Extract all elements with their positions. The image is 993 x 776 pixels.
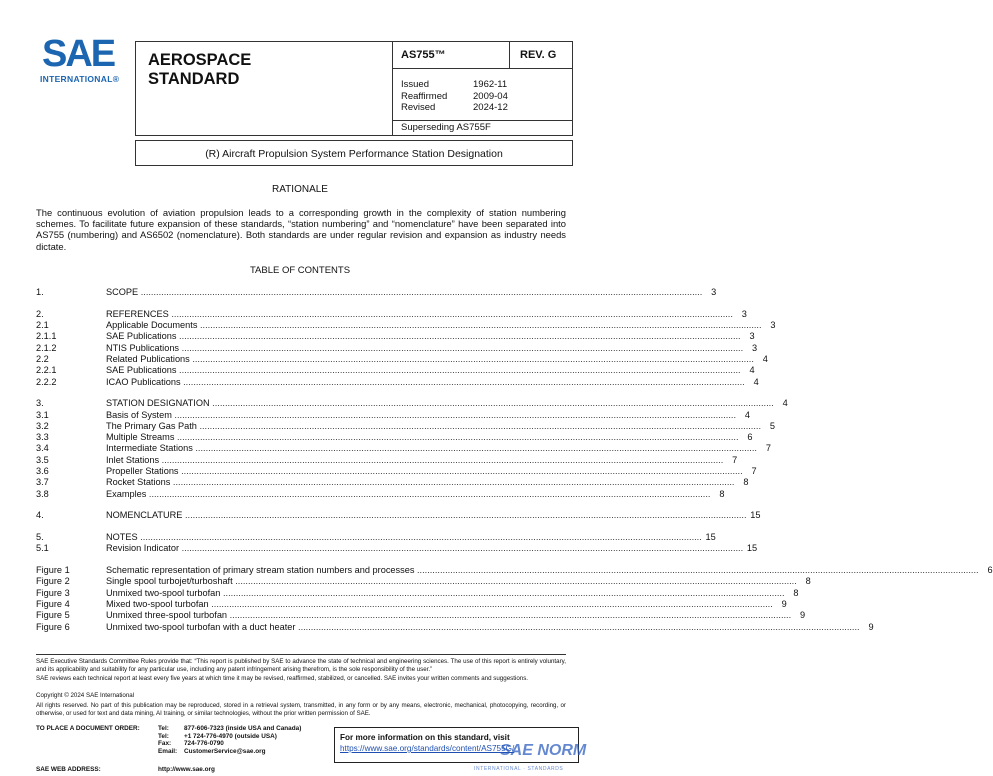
toc-entry-number: 5.1 <box>36 543 49 554</box>
toc-entry[interactable] <box>36 331 755 342</box>
toc-leader-dots: ............................................................................................................................................................................................................................ <box>174 432 739 443</box>
contact-line: Email: CustomerService@sae.org <box>158 747 266 755</box>
toc-entry-number: 2.1.2 <box>36 342 57 353</box>
toc-leader-dots: ............................................................................................................................................................................................................................ <box>168 308 733 319</box>
toc-leader-dots: ............................................................................................................................................................................................................................ <box>176 331 741 342</box>
toc-leader-dots: ............................................................................................................................................................................................................................ <box>197 320 762 330</box>
standard-header <box>135 41 573 136</box>
toc-entry-page: 6 <box>747 432 753 443</box>
toc-entry-page: 6 <box>987 565 993 575</box>
more-info-title: For more information on this standard, visit <box>340 733 510 742</box>
copyright-text: Copyright © 2024 SAE International <box>36 692 135 699</box>
toc-entry-number: 3.3 <box>36 432 49 443</box>
toc-entry-page: 8 <box>805 576 811 587</box>
toc-leader-dots: ............................................................................................................................................................................................................................ <box>176 365 741 376</box>
toc-entry-title: Revision Indicator ............................................................................................................................................................................................................................ <box>106 543 744 554</box>
toc-entry-page: 8 <box>743 477 749 488</box>
toc-entry[interactable] <box>36 320 776 331</box>
toc-entry-page: 8 <box>719 488 725 499</box>
rationale-heading: RATIONALE <box>272 184 328 195</box>
rights-text: All rights reserved. No part of this publication may be reproduced, stored in a retrieval system, transmitted, in any form or by any means, electronic, mechanical, photocopying, recording, or otherwise, or used for text and data mining, AI training, or similar technologies, without the prior written permission of SAE. <box>36 702 566 717</box>
header-title-cell <box>136 42 393 135</box>
toc-entry-title: Mixed two-spool turbofan ............................................................................................................................................................................................................................ <box>106 598 773 609</box>
logo-mark: SAE <box>42 33 115 75</box>
toc-entry-page: 3 <box>711 287 717 297</box>
toc-entry-page: 9 <box>800 610 806 621</box>
web-address-link[interactable]: http://www.sae.org <box>158 766 215 773</box>
toc-leader-dots: ............................................................................................................................................................................................................................ <box>295 621 860 632</box>
toc-entry-title: Unmixed two-spool turbofan with a duct heater ............................................................................................................................................................................................................................ <box>106 621 860 632</box>
toc-leader-dots: ............................................................................................................................................................................................................................ <box>192 443 757 454</box>
toc-leader-dots: ............................................................................................................................................................................................................................ <box>209 398 774 409</box>
toc-entry-page: 3 <box>770 320 776 330</box>
toc-entry-number: 2.1 <box>36 320 49 330</box>
toc-entry-page: 8 <box>793 587 799 598</box>
toc-entry[interactable] <box>36 409 750 421</box>
toc-entry[interactable] <box>36 466 757 477</box>
review-text: SAE reviews each technical report at least every five years at which time it may be revised, reaffirmed, stabilized, or cancelled. SAE invites your written comments and suggestions. <box>36 675 529 682</box>
toc-entry-page: 3 <box>752 342 758 353</box>
toc-entry-number: 1. <box>36 287 44 297</box>
committee-rules-text: SAE Executive Standards Committee Rules provide that: “This report is published by SAE to advance the state of technical and engineering sciences. The use of this report is entirely voluntary, and its applicability and suitability for any particular use, including any patent infringement arising therefrom, is the sole responsibility of the user.” <box>36 658 566 673</box>
toc-entry-title: SAE Publications ............................................................................................................................................................................................................................ <box>106 365 741 376</box>
toc-leader-dots: ............................................................................................................................................................................................................................ <box>196 420 762 431</box>
toc-entry[interactable] <box>36 543 758 554</box>
toc-entry-number: 5. <box>36 532 44 542</box>
toc-entry-page: 4 <box>744 409 750 420</box>
toc-leader-dots: ............................................................................................................................................................................................................................ <box>146 488 711 499</box>
toc-entry-title: The Primary Gas Path ............................................................................................................................................................................................................................ <box>106 420 762 431</box>
toc-entry-number: 2. <box>36 308 44 319</box>
toc-entry-title: NTIS Publications ............................................................................................................................................................................................................................ <box>106 342 744 353</box>
toc-entry-page: 4 <box>749 365 755 376</box>
toc-entry-title: SAE Publications ............................................................................................................................................................................................................................ <box>106 331 741 342</box>
toc-entry-number: 2.2.1 <box>36 365 57 376</box>
toc-entry-number: Figure 1 <box>36 565 70 575</box>
rationale-text: The continuous evolution of aviation propulsion leads to a corresponding growth in the complexity of station numbering schemes. To facilitate future expansion of these standards, “station numbering” and “nomenclature” have been separated into AS755 (numbering) and AS6502 (nomenclature). Both standards are under regular revision and expansion as industry needs dictate. <box>36 207 566 252</box>
toc-entry-page: 7 <box>765 443 771 454</box>
toc-entry-page: 15 <box>746 543 758 554</box>
doc-number: AS755™ <box>401 49 446 61</box>
toc-leader-dots: ............................................................................................................................................................................................................................ <box>137 532 702 542</box>
toc-entry-title: Examples ............................................................................................................................................................................................................................ <box>106 488 711 499</box>
toc-leader-dots: ............................................................................................................................................................................................................................ <box>179 342 744 353</box>
toc-entry-title: ICAO Publications ............................................................................................................................................................................................................................ <box>106 376 745 387</box>
contact-line: Tel: 877-606-7323 (inside USA and Canada) <box>158 725 302 732</box>
toc-entry-number: 3.1 <box>36 409 49 420</box>
contact-line: Tel: +1 724-776-4970 (outside USA) <box>158 732 277 740</box>
toc-entry-number: Figure 5 <box>36 610 70 621</box>
toc-entry-title: Unmixed two-spool turbofan ............................................................................................................................................................................................................................ <box>106 587 785 598</box>
toc-entry-page: 4 <box>782 398 788 409</box>
toc-leader-dots: ............................................................................................................................................................................................................................ <box>227 610 792 621</box>
toc-entry-page: 7 <box>751 466 757 476</box>
document-title-box <box>135 140 573 166</box>
more-info-link[interactable]: https://www.sae.org/standards/content/AS755G/ <box>340 744 515 753</box>
toc-entry-title: Inlet Stations ............................................................................................................................................................................................................................ <box>106 454 724 465</box>
toc-entry-number: 2.1.1 <box>36 331 57 342</box>
revision-cell <box>510 42 572 69</box>
toc-entry-title: Multiple Streams ............................................................................................................................................................................................................................ <box>106 432 739 443</box>
toc-entry-page: 4 <box>753 376 759 387</box>
toc-entry[interactable] <box>36 420 776 432</box>
toc-entry-page: 9 <box>781 598 787 609</box>
toc-entry[interactable] <box>36 454 738 466</box>
toc-entry-title: NOMENCLATURE ............................................................................................................................................................................................................................ <box>106 510 747 521</box>
toc-entry[interactable] <box>36 510 761 521</box>
toc-entry[interactable] <box>36 287 717 298</box>
toc-entry-number: Figure 2 <box>36 576 70 587</box>
revision-label: REV. G <box>520 49 557 61</box>
date-row-reaffirmed: Reaffirmed 2009-04 <box>401 90 508 102</box>
toc-leader-dots: ............................................................................................................................................................................................................................ <box>138 287 703 297</box>
date-row-revised: Revised 2024-12 <box>401 102 508 113</box>
toc-entry-page: 15 <box>705 532 716 542</box>
toc-entry-number: 3.5 <box>36 454 49 465</box>
toc-entry[interactable] <box>36 432 753 443</box>
toc-entry[interactable] <box>36 621 874 633</box>
toc-entry-number: 2.2.2 <box>36 376 57 387</box>
toc-leader-dots: ............................................................................................................................................................................................................................ <box>189 353 754 364</box>
logo-subtitle: INTERNATIONAL® <box>40 74 120 84</box>
toc-entry-page: 4 <box>762 353 768 364</box>
document-title: (R) Aircraft Propulsion System Performance Station Designation <box>205 148 503 160</box>
toc-leader-dots: ............................................................................................................................................................................................................................ <box>170 477 735 488</box>
toc-entry[interactable] <box>36 342 758 354</box>
toc-leader-dots: ............................................................................................................................................................................................................................ <box>159 454 724 465</box>
toc-leader-dots: ............................................................................................................................................................................................................................ <box>232 576 797 587</box>
toc-entry[interactable] <box>36 587 799 599</box>
toc-entry-title: SCOPE ............................................................................................................................................................................................................................ <box>106 287 703 297</box>
toc-entry-title: NOTES ............................................................................................................................................................................................................................ <box>106 532 702 542</box>
toc-entry[interactable] <box>36 308 747 320</box>
toc-entry-title: Rocket Stations ............................................................................................................................................................................................................................ <box>106 477 735 488</box>
toc-entry-number: 3.2 <box>36 420 49 431</box>
watermark <box>472 740 600 776</box>
toc-entry-title: Basis of System ............................................................................................................................................................................................................................ <box>106 409 736 420</box>
watermark-subtext: INTERNATIONAL · STANDARDS <box>474 766 564 772</box>
toc-entry-number: Figure 4 <box>36 598 70 609</box>
toc-entry[interactable] <box>36 443 771 454</box>
toc-entry[interactable] <box>36 477 749 488</box>
toc-entry-page: 15 <box>750 510 761 521</box>
web-address-label: SAE WEB ADDRESS: <box>36 766 101 773</box>
toc-entry-number: 3.8 <box>36 488 49 499</box>
toc-entry-number: 4. <box>36 510 44 521</box>
doc-number-cell <box>393 42 510 69</box>
toc-entry-page: 3 <box>749 331 755 342</box>
toc-entry-page: 3 <box>741 308 747 319</box>
contact-list <box>158 725 358 755</box>
toc-entry-title: Applicable Documents ............................................................................................................................................................................................................................ <box>106 320 762 330</box>
toc-leader-dots: ............................................................................................................................................................................................................................ <box>179 543 744 554</box>
toc-entry-number: 3.7 <box>36 477 49 488</box>
toc-leader-dots: ............................................................................................................................................................................................................................ <box>208 598 773 609</box>
toc-entry-title: Propeller Stations ............................................................................................................................................................................................................................ <box>106 466 743 476</box>
toc-entry-number: 3.4 <box>36 443 49 454</box>
toc-leader-dots: ............................................................................................................................................................................................................................ <box>182 510 747 521</box>
toc-entry-title: Related Publications ............................................................................................................................................................................................................................ <box>106 353 754 364</box>
toc-entry-page: 5 <box>769 420 776 431</box>
toc-entry[interactable] <box>36 565 993 576</box>
toc-entry[interactable] <box>36 353 768 365</box>
toc-entry-number: 3.6 <box>36 466 49 476</box>
contact-line: Fax: 724-776-0790 <box>158 740 224 748</box>
toc-heading: TABLE OF CONTENTS <box>249 265 351 276</box>
toc-leader-dots: ............................................................................................................................................................................................................................ <box>178 466 743 476</box>
toc-entry-title: REFERENCES ............................................................................................................................................................................................................................ <box>106 308 733 319</box>
toc-entry[interactable] <box>36 532 716 543</box>
toc-entry-page: 7 <box>732 454 738 465</box>
toc-leader-dots: ............................................................................................................................................................................................................................ <box>414 565 979 575</box>
superseding-note: Superseding AS755F <box>401 122 491 133</box>
toc-leader-dots: ............................................................................................................................................................................................................................ <box>180 376 745 387</box>
toc-entry[interactable] <box>36 488 725 500</box>
toc-entry-number: Figure 3 <box>36 587 70 598</box>
date-list <box>401 79 508 114</box>
toc-entry[interactable] <box>36 610 806 621</box>
toc-entry-title: Intermediate Stations ............................................................................................................................................................................................................................ <box>106 443 757 454</box>
footer-divider <box>36 654 566 655</box>
toc-entry-number: Figure 6 <box>36 621 70 632</box>
toc-leader-dots: ............................................................................................................................................................................................................................ <box>220 587 785 598</box>
header-divider <box>393 120 572 121</box>
toc-entry[interactable] <box>36 576 811 587</box>
toc-leader-dots: ............................................................................................................................................................................................................................ <box>171 409 736 420</box>
toc-entry-title: Schematic representation of primary stream station numbers and processes ............................................................................................................................................................................................................................ <box>106 565 979 575</box>
date-row-issued: Issued 1962-11 <box>401 79 508 90</box>
toc-entry[interactable] <box>36 376 759 388</box>
toc-entry-number: 2.2 <box>36 353 49 364</box>
toc-entry-number: 3. <box>36 398 44 409</box>
watermark-text: SAE NORM <box>500 742 587 759</box>
toc-entry[interactable] <box>36 598 787 610</box>
toc-entry[interactable] <box>36 398 788 409</box>
order-label: TO PLACE A DOCUMENT ORDER: <box>36 725 140 732</box>
sae-logo <box>36 34 122 86</box>
toc-entry[interactable] <box>36 365 755 376</box>
toc-entry-title: Unmixed three-spool turbofan ............................................................................................................................................................................................................................ <box>106 610 792 621</box>
toc-entry-page: 9 <box>868 621 874 632</box>
standard-type-title: AEROSPACE STANDARD <box>148 51 252 88</box>
toc-entry-title: Single spool turbojet/turboshaft ............................................................................................................................................................................................................................ <box>106 576 797 587</box>
toc-entry-title: STATION DESIGNATION ............................................................................................................................................................................................................................ <box>106 398 774 409</box>
